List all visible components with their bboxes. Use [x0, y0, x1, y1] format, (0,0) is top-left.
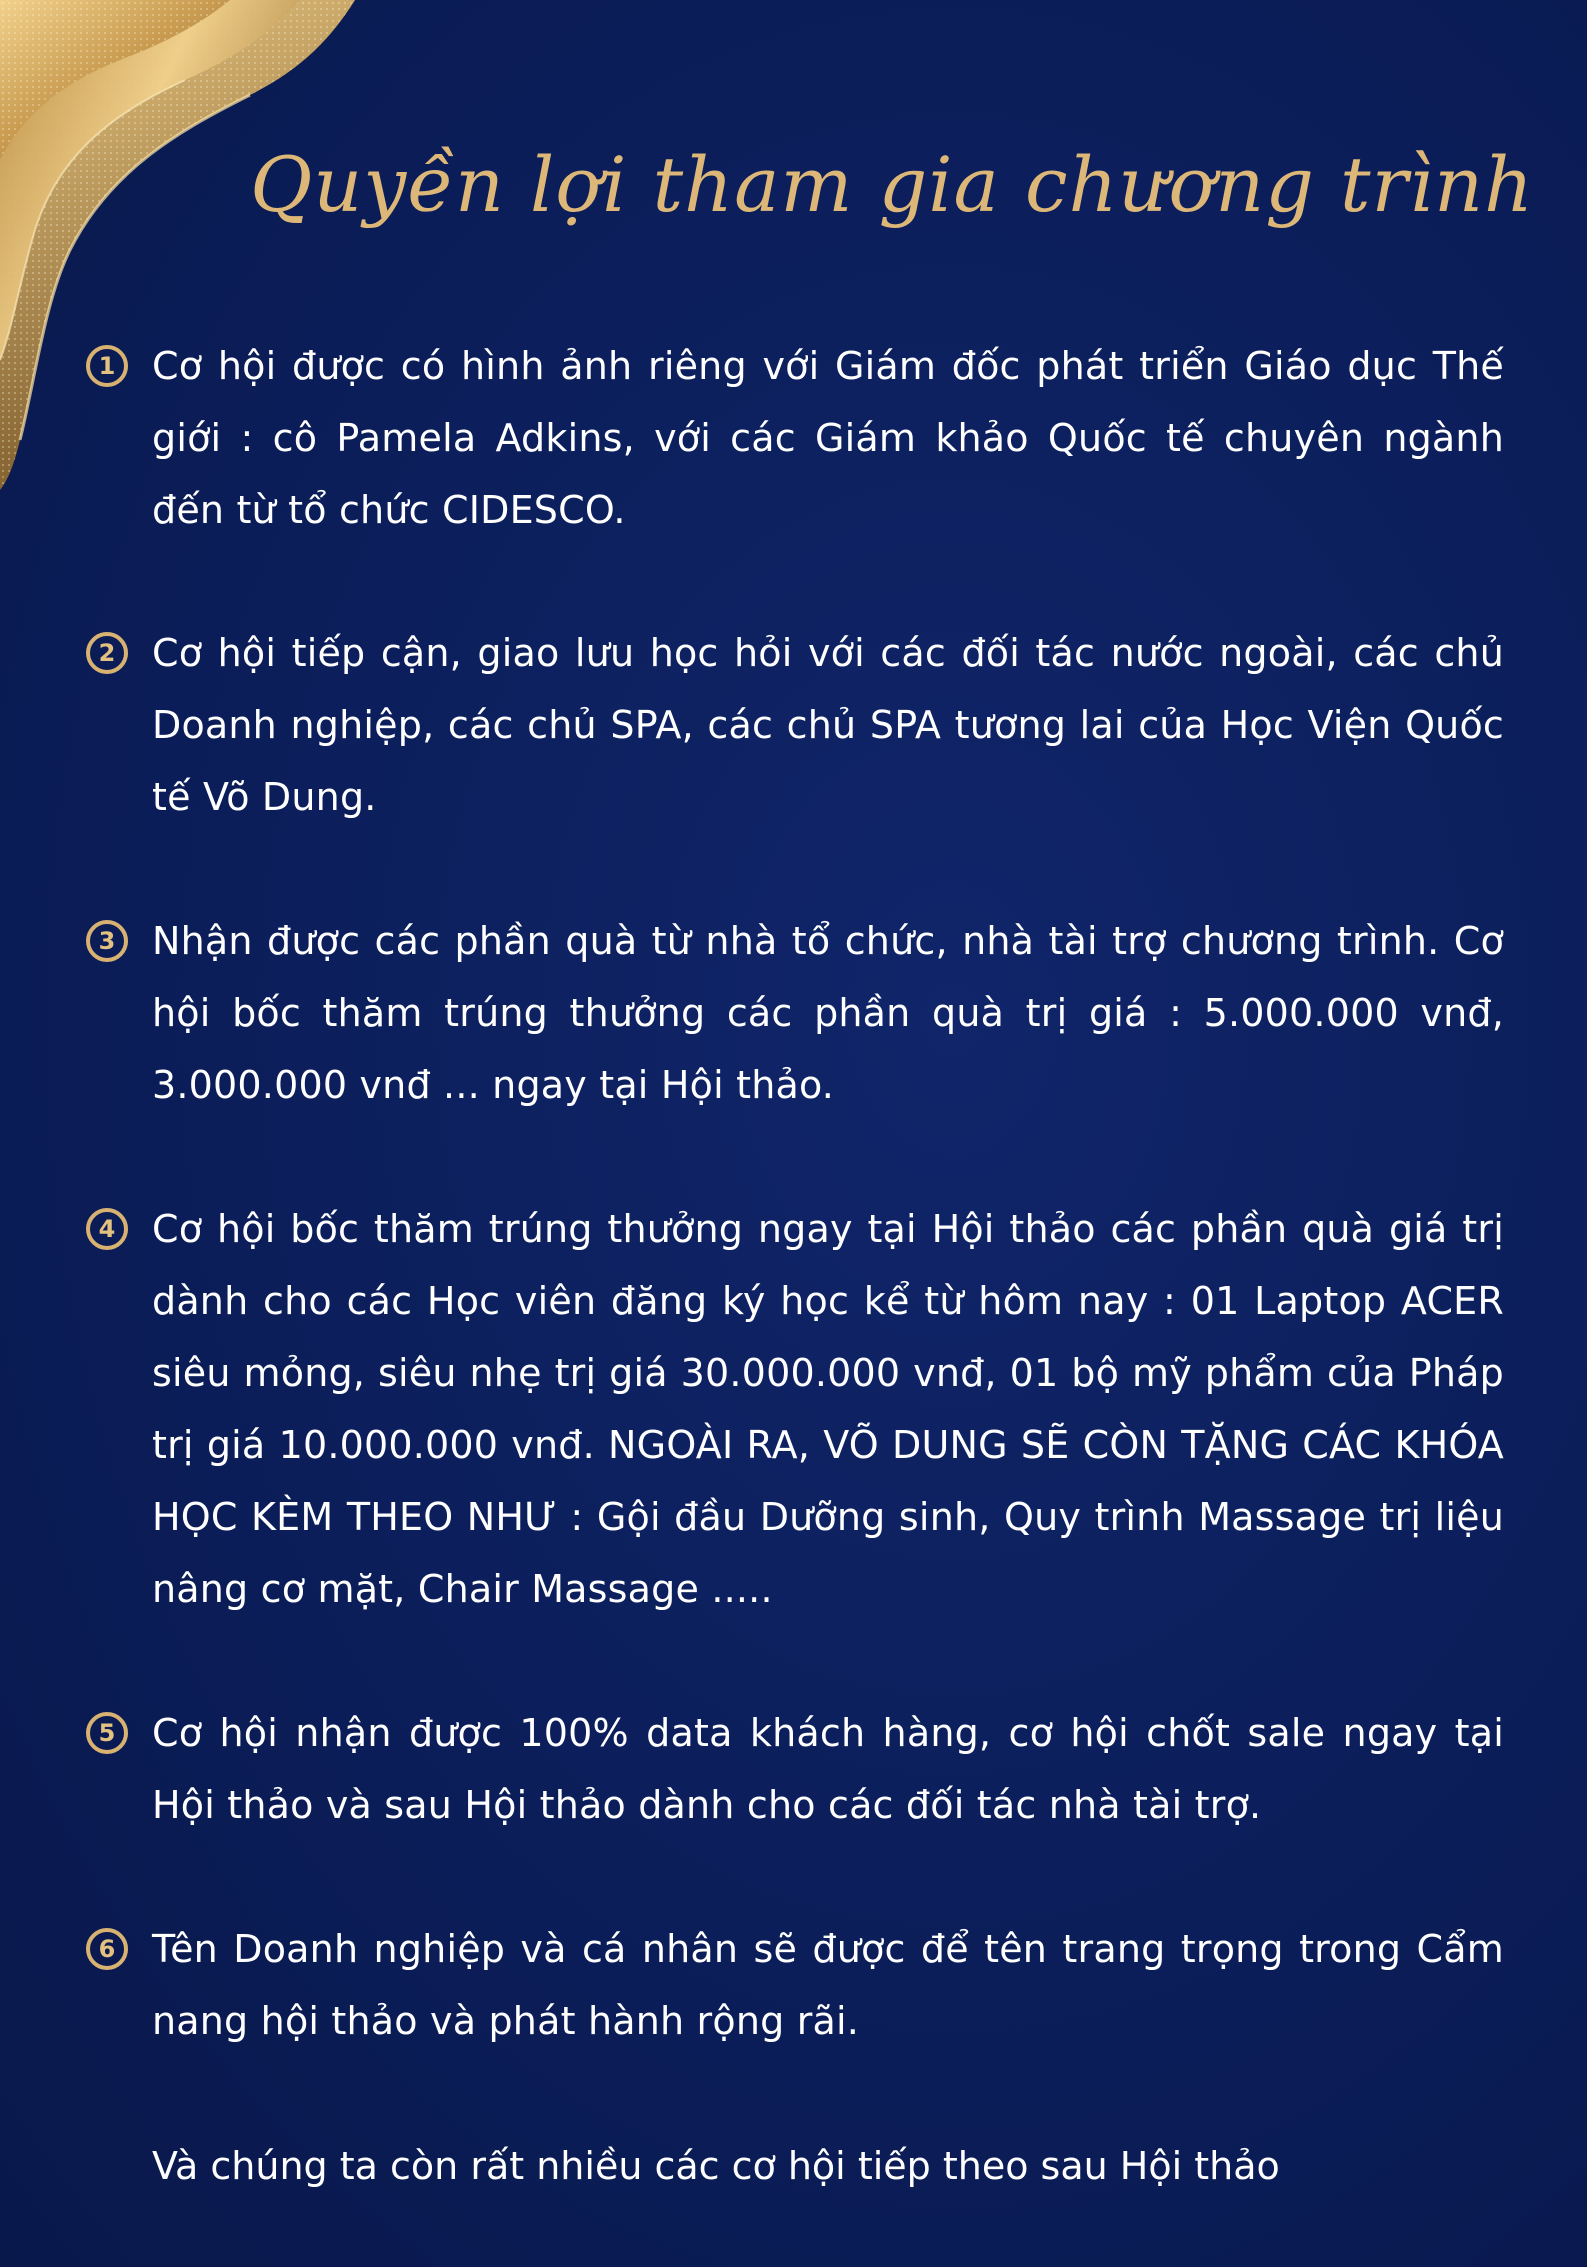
number-badge: 6	[86, 1928, 128, 1970]
page-title: Quyền lợi tham gia chương trình	[250, 140, 1535, 229]
number-badge: 2	[86, 632, 128, 674]
benefit-text: Cơ hội được có hình ảnh riêng với Giám đốc phát triển Giáo dục Thế giới : cô Pamela Adkins, với các Giám khảo Quốc tế chuyên ngành đến từ tổ chức CIDESCO.	[152, 344, 1504, 532]
benefit-text: Nhận được các phần quà từ nhà tổ chức, nhà tài trợ chương trình. Cơ hội bốc thăm trúng thưởng các phần quà trị giá : 5.000.000 vnđ, 3.000.000 vnđ ... ngay tại Hội thảo.	[152, 919, 1504, 1107]
number-badge: 5	[86, 1712, 128, 1754]
benefit-text: Cơ hội tiếp cận, giao lưu học hỏi với các đối tác nước ngoài, các chủ Doanh nghiệp, các chủ SPA, các chủ SPA tương lai của Học Viện Quốc tế Võ Dung.	[152, 631, 1504, 819]
closing-text: Và chúng ta còn rất nhiều các cơ hội tiếp theo sau Hội thảo	[152, 2144, 1280, 2188]
benefit-text: Cơ hội nhận được 100% data khách hàng, cơ hội chốt sale ngay tại Hội thảo và sau Hội thảo dành cho các đối tác nhà tài trợ.	[152, 1711, 1504, 1827]
benefit-text: Cơ hội bốc thăm trúng thưởng ngay tại Hội thảo các phần quà giá trị dành cho các Học viên đăng ký học kể từ hôm nay : 01 Laptop ACER siêu mỏng, siêu nhẹ trị giá 30.000.000 vnđ, 01 bộ mỹ phẩm của Pháp trị giá 10.000.000 vnđ. NGOÀI RA, VÕ DUNG SẼ CÒN TẶNG CÁC KHÓA HỌC KÈM THEO NHƯ : Gội đầu Dưỡng sinh, Quy trình Massage trị liệu nâng cơ mặt, Chair Massage .....	[152, 1207, 1504, 1611]
number-badge: 4	[86, 1208, 128, 1250]
number-badge: 1	[86, 345, 128, 387]
benefit-text: Tên Doanh nghiệp và cá nhân sẽ được để tên trang trọng trong Cẩm nang hội thảo và phát hành rộng rãi.	[152, 1927, 1504, 2043]
number-badge: 3	[86, 920, 128, 962]
